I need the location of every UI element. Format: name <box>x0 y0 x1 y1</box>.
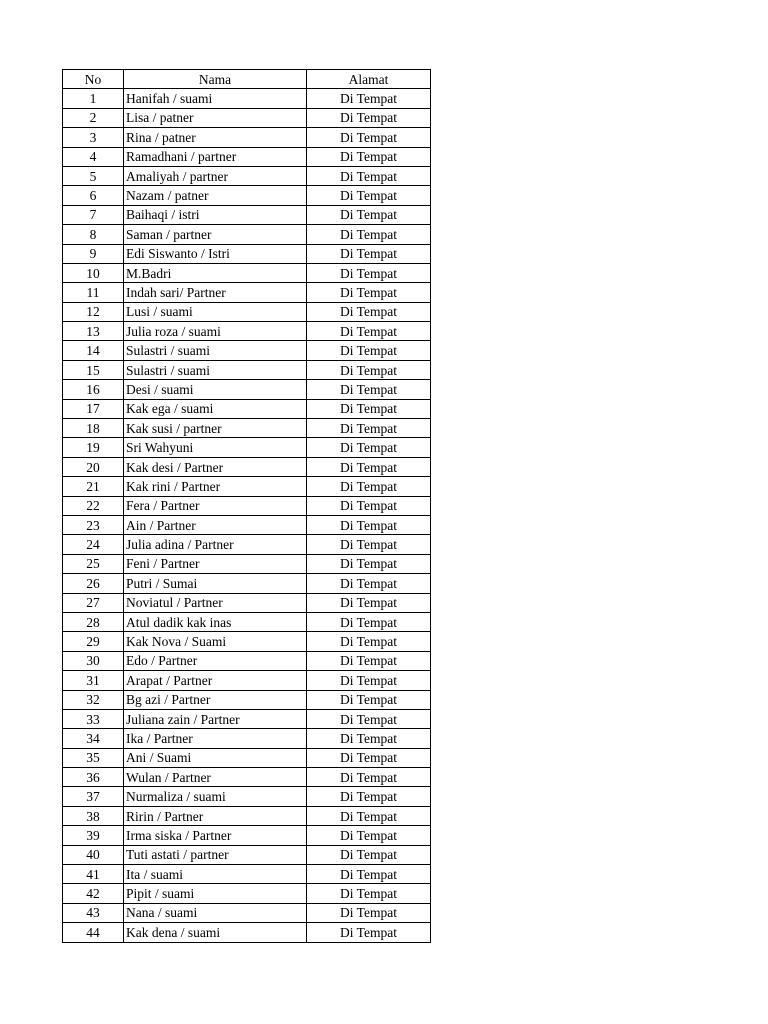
table-row <box>63 457 431 476</box>
row-name: Hanifah / suami <box>124 89 307 108</box>
row-name: Saman / partner <box>124 225 307 244</box>
table-row <box>63 380 431 399</box>
row-name: M.Badri <box>124 263 307 282</box>
row-address: Di Tempat <box>307 632 431 651</box>
row-number: 37 <box>63 787 124 806</box>
row-number: 31 <box>63 671 124 690</box>
table-row <box>63 690 431 709</box>
table-row <box>63 399 431 418</box>
row-name: Ika / Partner <box>124 729 307 748</box>
row-number: 24 <box>63 535 124 554</box>
table-row <box>63 438 431 457</box>
row-address: Di Tempat <box>307 419 431 438</box>
row-number: 20 <box>63 457 124 476</box>
table-row <box>63 322 431 341</box>
row-name: Baihaqi / istri <box>124 205 307 224</box>
row-address: Di Tempat <box>307 360 431 379</box>
row-address: Di Tempat <box>307 574 431 593</box>
row-address: Di Tempat <box>307 768 431 787</box>
row-number: 34 <box>63 729 124 748</box>
table-row <box>63 612 431 631</box>
table-row <box>63 768 431 787</box>
row-address: Di Tempat <box>307 806 431 825</box>
row-name: Kak desi / Partner <box>124 457 307 476</box>
table-row <box>63 244 431 263</box>
row-number: 25 <box>63 554 124 573</box>
row-address: Di Tempat <box>307 729 431 748</box>
row-address: Di Tempat <box>307 477 431 496</box>
table-row <box>63 554 431 573</box>
row-address: Di Tempat <box>307 322 431 341</box>
row-number: 32 <box>63 690 124 709</box>
row-name: Ririn / Partner <box>124 806 307 825</box>
table-row <box>63 826 431 845</box>
row-name: Feni / Partner <box>124 554 307 573</box>
row-name: Sri Wahyuni <box>124 438 307 457</box>
row-number: 28 <box>63 612 124 631</box>
row-address: Di Tempat <box>307 748 431 767</box>
row-number: 7 <box>63 205 124 224</box>
row-address: Di Tempat <box>307 515 431 534</box>
row-number: 43 <box>63 903 124 922</box>
row-name: Kak susi / partner <box>124 419 307 438</box>
table-row <box>63 806 431 825</box>
row-number: 23 <box>63 515 124 534</box>
row-address: Di Tempat <box>307 244 431 263</box>
row-address: Di Tempat <box>307 496 431 515</box>
row-number: 41 <box>63 865 124 884</box>
row-name: Edo / Partner <box>124 651 307 670</box>
table-row <box>63 535 431 554</box>
row-number: 44 <box>63 923 124 942</box>
row-name: Irma siska / Partner <box>124 826 307 845</box>
row-address: Di Tempat <box>307 263 431 282</box>
row-number: 5 <box>63 166 124 185</box>
row-address: Di Tempat <box>307 108 431 127</box>
row-address: Di Tempat <box>307 302 431 321</box>
row-number: 14 <box>63 341 124 360</box>
row-number: 3 <box>63 128 124 147</box>
row-number: 11 <box>63 283 124 302</box>
row-name: Putri / Sumai <box>124 574 307 593</box>
table-row <box>63 748 431 767</box>
table-row <box>63 283 431 302</box>
row-address: Di Tempat <box>307 826 431 845</box>
table-row <box>63 845 431 864</box>
table-row <box>63 593 431 612</box>
table-row <box>63 729 431 748</box>
row-number: 8 <box>63 225 124 244</box>
row-address: Di Tempat <box>307 166 431 185</box>
table-row <box>63 128 431 147</box>
table-row <box>63 263 431 282</box>
table-body <box>63 89 431 942</box>
row-address: Di Tempat <box>307 341 431 360</box>
header-no: No <box>63 70 124 89</box>
row-name: Sulastri / suami <box>124 360 307 379</box>
row-number: 36 <box>63 768 124 787</box>
row-address: Di Tempat <box>307 845 431 864</box>
table-row <box>63 515 431 534</box>
row-number: 6 <box>63 186 124 205</box>
table-row <box>63 865 431 884</box>
row-name: Pipit / suami <box>124 884 307 903</box>
row-name: Tuti astati / partner <box>124 845 307 864</box>
row-address: Di Tempat <box>307 205 431 224</box>
row-address: Di Tempat <box>307 903 431 922</box>
row-address: Di Tempat <box>307 865 431 884</box>
row-address: Di Tempat <box>307 147 431 166</box>
table-row <box>63 302 431 321</box>
row-name: Kak dena / suami <box>124 923 307 942</box>
row-name: Ani / Suami <box>124 748 307 767</box>
row-name: Amaliyah / partner <box>124 166 307 185</box>
guest-list-table <box>62 69 431 943</box>
row-number: 12 <box>63 302 124 321</box>
row-name: Bg azi / Partner <box>124 690 307 709</box>
row-name: Nurmaliza / suami <box>124 787 307 806</box>
row-name: Fera / Partner <box>124 496 307 515</box>
row-address: Di Tempat <box>307 380 431 399</box>
table-row <box>63 496 431 515</box>
row-address: Di Tempat <box>307 651 431 670</box>
header-nama: Nama <box>124 70 307 89</box>
row-number: 38 <box>63 806 124 825</box>
table-row <box>63 341 431 360</box>
table-row <box>63 166 431 185</box>
row-number: 4 <box>63 147 124 166</box>
table-row <box>63 884 431 903</box>
row-number: 10 <box>63 263 124 282</box>
row-number: 30 <box>63 651 124 670</box>
row-number: 15 <box>63 360 124 379</box>
row-name: Edi Siswanto / Istri <box>124 244 307 263</box>
row-name: Sulastri / suami <box>124 341 307 360</box>
row-address: Di Tempat <box>307 186 431 205</box>
row-number: 35 <box>63 748 124 767</box>
row-number: 13 <box>63 322 124 341</box>
row-name: Kak rini / Partner <box>124 477 307 496</box>
row-name: Julia adina / Partner <box>124 535 307 554</box>
row-number: 42 <box>63 884 124 903</box>
header-row <box>63 70 431 89</box>
table-header <box>63 70 431 89</box>
row-address: Di Tempat <box>307 457 431 476</box>
table-row <box>63 632 431 651</box>
row-name: Rina / patner <box>124 128 307 147</box>
row-name: Noviatul / Partner <box>124 593 307 612</box>
row-name: Kak Nova / Suami <box>124 632 307 651</box>
row-address: Di Tempat <box>307 787 431 806</box>
row-address: Di Tempat <box>307 438 431 457</box>
table-row <box>63 671 431 690</box>
row-name: Ain / Partner <box>124 515 307 534</box>
row-name: Wulan / Partner <box>124 768 307 787</box>
row-address: Di Tempat <box>307 690 431 709</box>
row-name: Kak ega / suami <box>124 399 307 418</box>
row-number: 9 <box>63 244 124 263</box>
row-name: Lusi / suami <box>124 302 307 321</box>
row-address: Di Tempat <box>307 399 431 418</box>
table-row <box>63 419 431 438</box>
row-name: Juliana zain / Partner <box>124 709 307 728</box>
row-name: Atul dadik kak inas <box>124 612 307 631</box>
row-number: 2 <box>63 108 124 127</box>
row-name: Indah sari/ Partner <box>124 283 307 302</box>
row-name: Desi / suami <box>124 380 307 399</box>
table-row <box>63 787 431 806</box>
row-address: Di Tempat <box>307 612 431 631</box>
table-row <box>63 147 431 166</box>
header-alamat: Alamat <box>307 70 431 89</box>
row-number: 27 <box>63 593 124 612</box>
table-row <box>63 923 431 942</box>
row-address: Di Tempat <box>307 554 431 573</box>
row-number: 33 <box>63 709 124 728</box>
row-number: 1 <box>63 89 124 108</box>
row-address: Di Tempat <box>307 225 431 244</box>
row-address: Di Tempat <box>307 535 431 554</box>
row-address: Di Tempat <box>307 671 431 690</box>
row-name: Nazam / patner <box>124 186 307 205</box>
row-number: 19 <box>63 438 124 457</box>
row-number: 17 <box>63 399 124 418</box>
row-address: Di Tempat <box>307 884 431 903</box>
table-row <box>63 903 431 922</box>
table-row <box>63 205 431 224</box>
table-row <box>63 709 431 728</box>
row-address: Di Tempat <box>307 923 431 942</box>
row-address: Di Tempat <box>307 709 431 728</box>
row-number: 39 <box>63 826 124 845</box>
row-name: Julia roza / suami <box>124 322 307 341</box>
row-address: Di Tempat <box>307 89 431 108</box>
row-number: 26 <box>63 574 124 593</box>
row-name: Ramadhani / partner <box>124 147 307 166</box>
table-row <box>63 89 431 108</box>
row-address: Di Tempat <box>307 593 431 612</box>
row-name: Ita / suami <box>124 865 307 884</box>
row-number: 40 <box>63 845 124 864</box>
row-name: Arapat / Partner <box>124 671 307 690</box>
row-name: Nana / suami <box>124 903 307 922</box>
row-address: Di Tempat <box>307 283 431 302</box>
row-number: 22 <box>63 496 124 515</box>
row-address: Di Tempat <box>307 128 431 147</box>
table-row <box>63 225 431 244</box>
table-row <box>63 574 431 593</box>
row-number: 18 <box>63 419 124 438</box>
table-row <box>63 108 431 127</box>
table-row <box>63 651 431 670</box>
row-number: 29 <box>63 632 124 651</box>
row-name: Lisa / patner <box>124 108 307 127</box>
table-row <box>63 477 431 496</box>
table-row <box>63 186 431 205</box>
row-number: 21 <box>63 477 124 496</box>
table-row <box>63 360 431 379</box>
row-number: 16 <box>63 380 124 399</box>
